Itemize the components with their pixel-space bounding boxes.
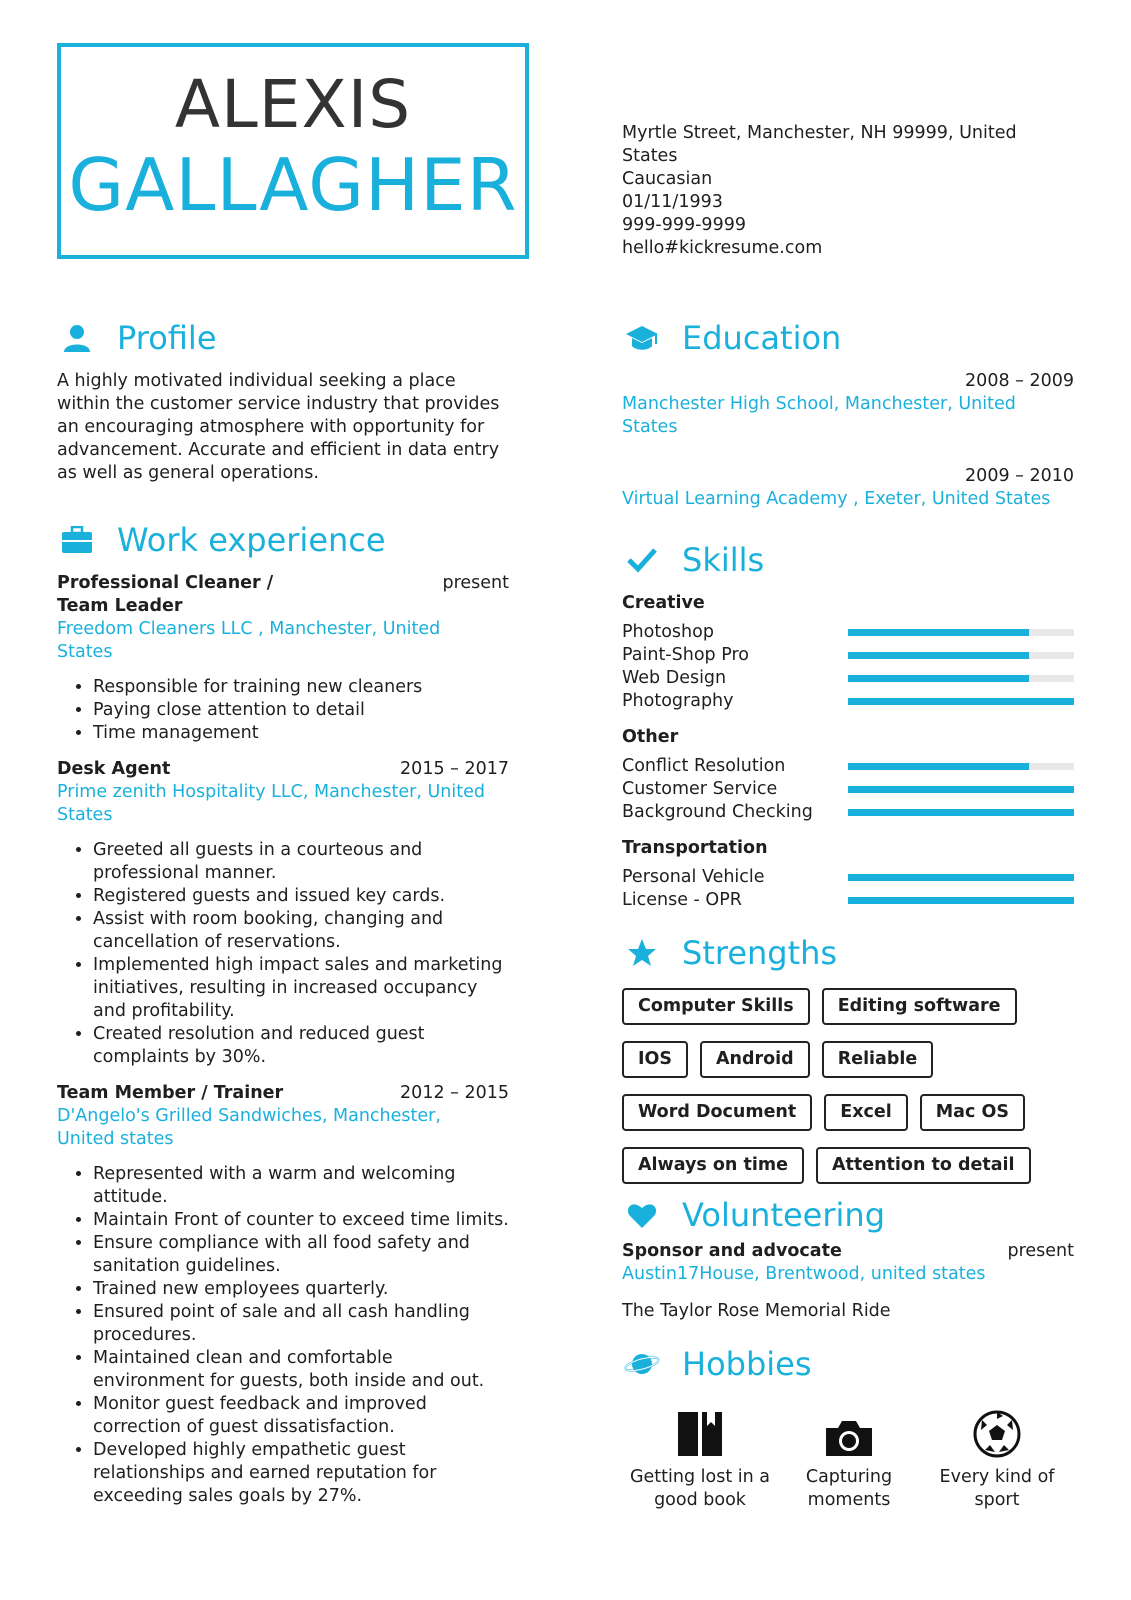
strength-chip: Android	[700, 1041, 810, 1078]
list-item: • Paying close attention to detail	[93, 699, 509, 722]
skills-heading	[622, 540, 764, 580]
skill-row	[622, 889, 1074, 912]
volunteering-heading	[622, 1195, 885, 1235]
skill-bar	[848, 675, 1074, 682]
email: hello#kickresume.com	[622, 238, 823, 258]
soccer-ball-icon	[922, 1398, 1072, 1458]
camera-icon	[774, 1398, 924, 1458]
skill-label: Photography	[622, 691, 734, 711]
job-org: D'Angelo's Grilled Sandwiches, Manchester, United states	[57, 1106, 441, 1149]
edu-institution: Virtual Learning Academy , Exeter, United States	[622, 489, 1051, 509]
job-title: Desk Agent	[57, 759, 171, 779]
job-item	[57, 1082, 509, 1508]
skill-category: Creative	[622, 593, 705, 613]
skill-bar	[848, 897, 1074, 904]
job-title: Team Member / Trainer	[57, 1083, 284, 1103]
list-item: • Greeted all guests in a courteous and professional manner.	[93, 839, 509, 885]
person-icon	[57, 318, 97, 358]
hobby-label: Getting lost in a good book	[629, 1467, 771, 1510]
skill-bar	[848, 629, 1074, 636]
strength-chip: IOS	[622, 1041, 688, 1078]
planet-icon	[622, 1344, 662, 1384]
hobbies-heading	[622, 1344, 812, 1384]
profile-text: A highly motivated individual seeking a place within the customer service industry that provides an encouraging atmosphere with opportunity for advancement. Accurate and efficient in data entry as well as general operations.	[57, 371, 500, 483]
skill-row	[622, 755, 1074, 778]
hobby-item	[922, 1398, 1072, 1512]
section-title: Education	[682, 319, 842, 357]
volunteer-org: Austin17House, Brentwood, united states	[622, 1264, 986, 1284]
edu-date: 2008 – 2009	[965, 371, 1074, 391]
skills-list	[622, 592, 1074, 912]
job-item	[57, 758, 509, 1069]
skill-bar-fill	[848, 652, 1029, 659]
hobby-label: Every kind of sport	[939, 1467, 1055, 1510]
volunteer-date: present	[1007, 1241, 1074, 1261]
section-title: Skills	[682, 541, 765, 579]
ethnicity: Caucasian	[622, 169, 713, 189]
skill-label: Photoshop	[622, 622, 714, 642]
briefcase-icon	[57, 520, 97, 560]
skill-bar	[848, 763, 1074, 770]
profile-heading	[57, 318, 217, 358]
list-item: • Assist with room booking, changing and cancellation of reservations.	[93, 908, 509, 954]
first-name: ALEXIS	[174, 66, 412, 143]
list-item: • Maintained clean and comfortable environment for guests, both inside and out.	[93, 1347, 509, 1393]
strengths-heading	[622, 933, 837, 973]
skill-bar-fill	[848, 698, 1074, 705]
skill-row	[622, 667, 1074, 690]
skill-label: License - OPR	[622, 890, 742, 910]
date-of-birth: 01/11/1993	[622, 192, 723, 212]
list-item: • Developed highly empathetic guest relationships and earned reputation for exceeding sales goals by 27%.	[93, 1439, 509, 1508]
strength-chip: Word Document	[622, 1094, 812, 1131]
list-item: • Ensure compliance with all food safety and sanitation guidelines.	[93, 1232, 509, 1278]
strength-chip: Always on time	[622, 1147, 804, 1184]
skill-label: Conflict Resolution	[622, 756, 786, 776]
strength-chip: Reliable	[822, 1041, 934, 1078]
contact-info	[622, 122, 1062, 260]
skill-bar-fill	[848, 763, 1029, 770]
skill-bar-fill	[848, 786, 1074, 793]
list-item: • Monitor guest feedback and improved correction of guest dissatisfaction.	[93, 1393, 509, 1439]
section-title: Volunteering	[682, 1196, 885, 1234]
phone: 999-999-9999	[622, 215, 746, 235]
edu-institution: Manchester High School, Manchester, United States	[622, 394, 1016, 437]
education-item	[622, 370, 1074, 439]
section-title: Strengths	[682, 934, 838, 972]
job-org: Freedom Cleaners LLC , Manchester, United States	[57, 619, 441, 662]
list-item: • Implemented high impact sales and marketing initiatives, resulting in increased occupancy and profitability.	[93, 954, 509, 1023]
list-item: • Time management	[93, 722, 509, 745]
book-icon	[625, 1398, 775, 1458]
skill-bar-fill	[848, 874, 1074, 881]
address: Myrtle Street, Manchester, NH 99999, United States	[622, 123, 1017, 166]
list-item: • Created resolution and reduced guest complaints by 30%.	[93, 1023, 509, 1069]
education-list	[622, 370, 1074, 511]
job-date: 2012 – 2015	[400, 1083, 509, 1103]
volunteer-desc: The Taylor Rose Memorial Ride	[622, 1301, 891, 1321]
list-item: • Represented with a warm and welcoming attitude.	[93, 1163, 509, 1209]
skill-row	[622, 621, 1074, 644]
skill-row	[622, 866, 1074, 889]
skill-bar	[848, 874, 1074, 881]
skill-row	[622, 778, 1074, 801]
skill-bar	[848, 809, 1074, 816]
list-item: • Ensured point of sale and all cash handling procedures.	[93, 1301, 509, 1347]
hobby-item	[774, 1398, 924, 1512]
list-item: • Maintain Front of counter to exceed time limits.	[93, 1209, 509, 1232]
skill-row	[622, 644, 1074, 667]
heart-icon	[622, 1195, 662, 1235]
last-name: GALLAGHER	[68, 142, 518, 227]
skill-label: Personal Vehicle	[622, 867, 765, 887]
graduation-cap-icon	[622, 318, 662, 358]
skill-bar	[848, 652, 1074, 659]
work-list	[57, 572, 509, 1508]
skill-category: Transportation	[622, 838, 768, 858]
hobby-label: Capturing moments	[805, 1467, 893, 1510]
skill-bar-fill	[848, 809, 1074, 816]
star-icon	[622, 933, 662, 973]
job-item	[57, 572, 509, 745]
list-item: • Registered guests and issued key cards.	[93, 885, 509, 908]
strengths-chips	[622, 988, 1074, 1200]
strength-chip: Excel	[824, 1094, 907, 1131]
section-title: Profile	[117, 319, 217, 357]
list-item: • Responsible for training new cleaners	[93, 676, 509, 699]
education-heading	[622, 318, 841, 358]
strength-chip: Mac OS	[920, 1094, 1025, 1131]
volunteer-title: Sponsor and advocate	[622, 1241, 842, 1261]
skill-bar	[848, 786, 1074, 793]
skill-label: Background Checking	[622, 802, 813, 822]
job-date: present	[442, 573, 509, 593]
skill-bar-fill	[848, 629, 1029, 636]
strength-chip: Attention to detail	[816, 1147, 1031, 1184]
hobby-item	[625, 1398, 775, 1512]
job-date: 2015 – 2017	[400, 759, 509, 779]
skill-label: Web Design	[622, 668, 727, 688]
volunteering-item	[622, 1240, 1074, 1323]
education-item	[622, 465, 1074, 511]
skill-category: Other	[622, 727, 679, 747]
work-heading	[57, 520, 386, 560]
skill-label: Paint-Shop Pro	[622, 645, 749, 665]
skill-bar-fill	[848, 675, 1029, 682]
skill-bar	[848, 698, 1074, 705]
skill-row	[622, 690, 1074, 713]
edu-date: 2009 – 2010	[965, 466, 1074, 486]
name-box	[57, 43, 529, 259]
strength-chip: Editing software	[822, 988, 1017, 1025]
strength-chip: Computer Skills	[622, 988, 810, 1025]
skill-bar-fill	[848, 897, 1074, 904]
skill-label: Customer Service	[622, 779, 778, 799]
checkmark-icon	[622, 540, 662, 580]
skill-row	[622, 801, 1074, 824]
section-title: Work experience	[117, 521, 386, 559]
job-org: Prime zenith Hospitality LLC, Manchester, United States	[57, 782, 485, 825]
job-title: Professional Cleaner / Team Leader	[57, 573, 274, 616]
list-item: • Trained new employees quarterly.	[93, 1278, 509, 1301]
section-title: Hobbies	[682, 1345, 812, 1383]
